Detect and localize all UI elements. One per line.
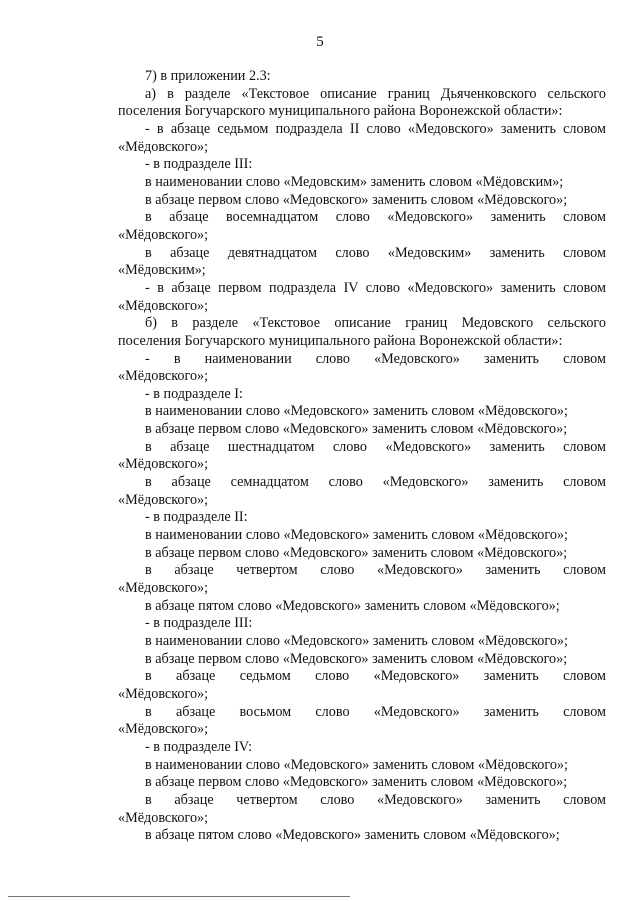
text-line: в абзаце восьмом слово «Медовского» заменить словом: [145, 703, 606, 720]
text-line: «Мёдовским»;: [118, 262, 206, 279]
text-line: «Мёдовского»;: [118, 226, 209, 243]
text-line: в абзаце первом слово «Медовского» заменить словом «Мёдовского»;: [145, 774, 568, 791]
text-line: - в подразделе IV:: [145, 738, 253, 755]
text-line: - в наименовании слово «Медовского» заменить словом: [145, 350, 606, 367]
text-line: поселения Богучарского муниципального района Воронежской области»:: [118, 332, 563, 349]
text-line: в абзаце четвертом слово «Медовского» заменить словом: [145, 791, 606, 808]
text-line: - в подразделе II:: [145, 509, 248, 526]
text-line: «Мёдовского»;: [118, 456, 209, 473]
text-line: поселения Богучарского муниципального района Воронежской области»:: [118, 103, 563, 120]
text-line: «Мёдовского»;: [118, 685, 209, 702]
text-line: в абзаце первом слово «Медовского» заменить словом «Мёдовского»;: [145, 544, 568, 561]
text-line: в абзаце девятнадцатом слово «Медовским» заменить словом: [145, 244, 606, 261]
text-line: - в абзаце седьмом подраздела II слово «Медовского» заменить словом: [145, 120, 606, 137]
text-line: в абзаце пятом слово «Медовского» заменить словом «Мёдовского»;: [145, 827, 560, 844]
text-line: - в подразделе III:: [145, 156, 253, 173]
text-line: в абзаце первом слово «Медовского» заменить словом «Мёдовского»;: [145, 191, 568, 208]
page-number: 5: [316, 34, 324, 50]
text-line: «Мёдовского»;: [118, 721, 209, 738]
text-line: «Мёдовского»;: [118, 809, 209, 826]
text-line: - в абзаце первом подраздела IV слово «Медовского» заменить словом: [145, 279, 606, 296]
text-line: в абзаце пятом слово «Медовского» заменить словом «Мёдовского»;: [145, 597, 560, 614]
text-line: «Мёдовского»;: [118, 368, 209, 385]
text-line: «Мёдовского»;: [118, 491, 209, 508]
text-line: а) в разделе «Текстовое описание границ Дьяченковского сельского: [145, 85, 606, 102]
text-line: в наименовании слово «Медовским» заменить словом «Мёдовским»;: [145, 173, 564, 190]
text-line: «Мёдовского»;: [118, 297, 209, 314]
text-line: в наименовании слово «Медовского» заменить словом «Мёдовского»;: [145, 527, 568, 544]
text-line: в наименовании слово «Медовского» заменить словом «Мёдовского»;: [145, 633, 568, 649]
text-line: - в подразделе I:: [145, 385, 243, 402]
footer-divider: [8, 896, 350, 897]
text-line: в абзаце первом слово «Медовского» заменить словом «Мёдовского»;: [145, 421, 568, 438]
text-line: в абзаце шестнадцатом слово «Медовского» заменить словом: [145, 438, 606, 455]
text-line: в абзаце седьмом слово «Медовского» заменить словом: [145, 668, 606, 685]
text-line: б) в разделе «Текстовое описание границ Медовского сельского: [145, 315, 606, 332]
text-line: в абзаце первом слово «Медовского» заменить словом «Мёдовского»;: [145, 650, 568, 667]
text-line: в наименовании слово «Медовского» заменить словом «Мёдовского»;: [145, 403, 568, 420]
text-line: в абзаце четвертом слово «Медовского» заменить словом: [145, 562, 606, 579]
text-line: 7) в приложении 2.3:: [145, 68, 271, 84]
text-line: «Мёдовского»;: [118, 138, 209, 155]
text-line: «Мёдовского»;: [118, 580, 209, 597]
text-line: - в подразделе III:: [145, 615, 253, 632]
document-body: [118, 68, 606, 845]
text-line: в наименовании слово «Медовского» заменить словом «Мёдовского»;: [145, 756, 568, 773]
text-line: в абзаце семнадцатом слово «Медовского» заменить словом: [145, 474, 606, 491]
text-line: в абзаце восемнадцатом слово «Медовского» заменить словом: [145, 209, 606, 226]
